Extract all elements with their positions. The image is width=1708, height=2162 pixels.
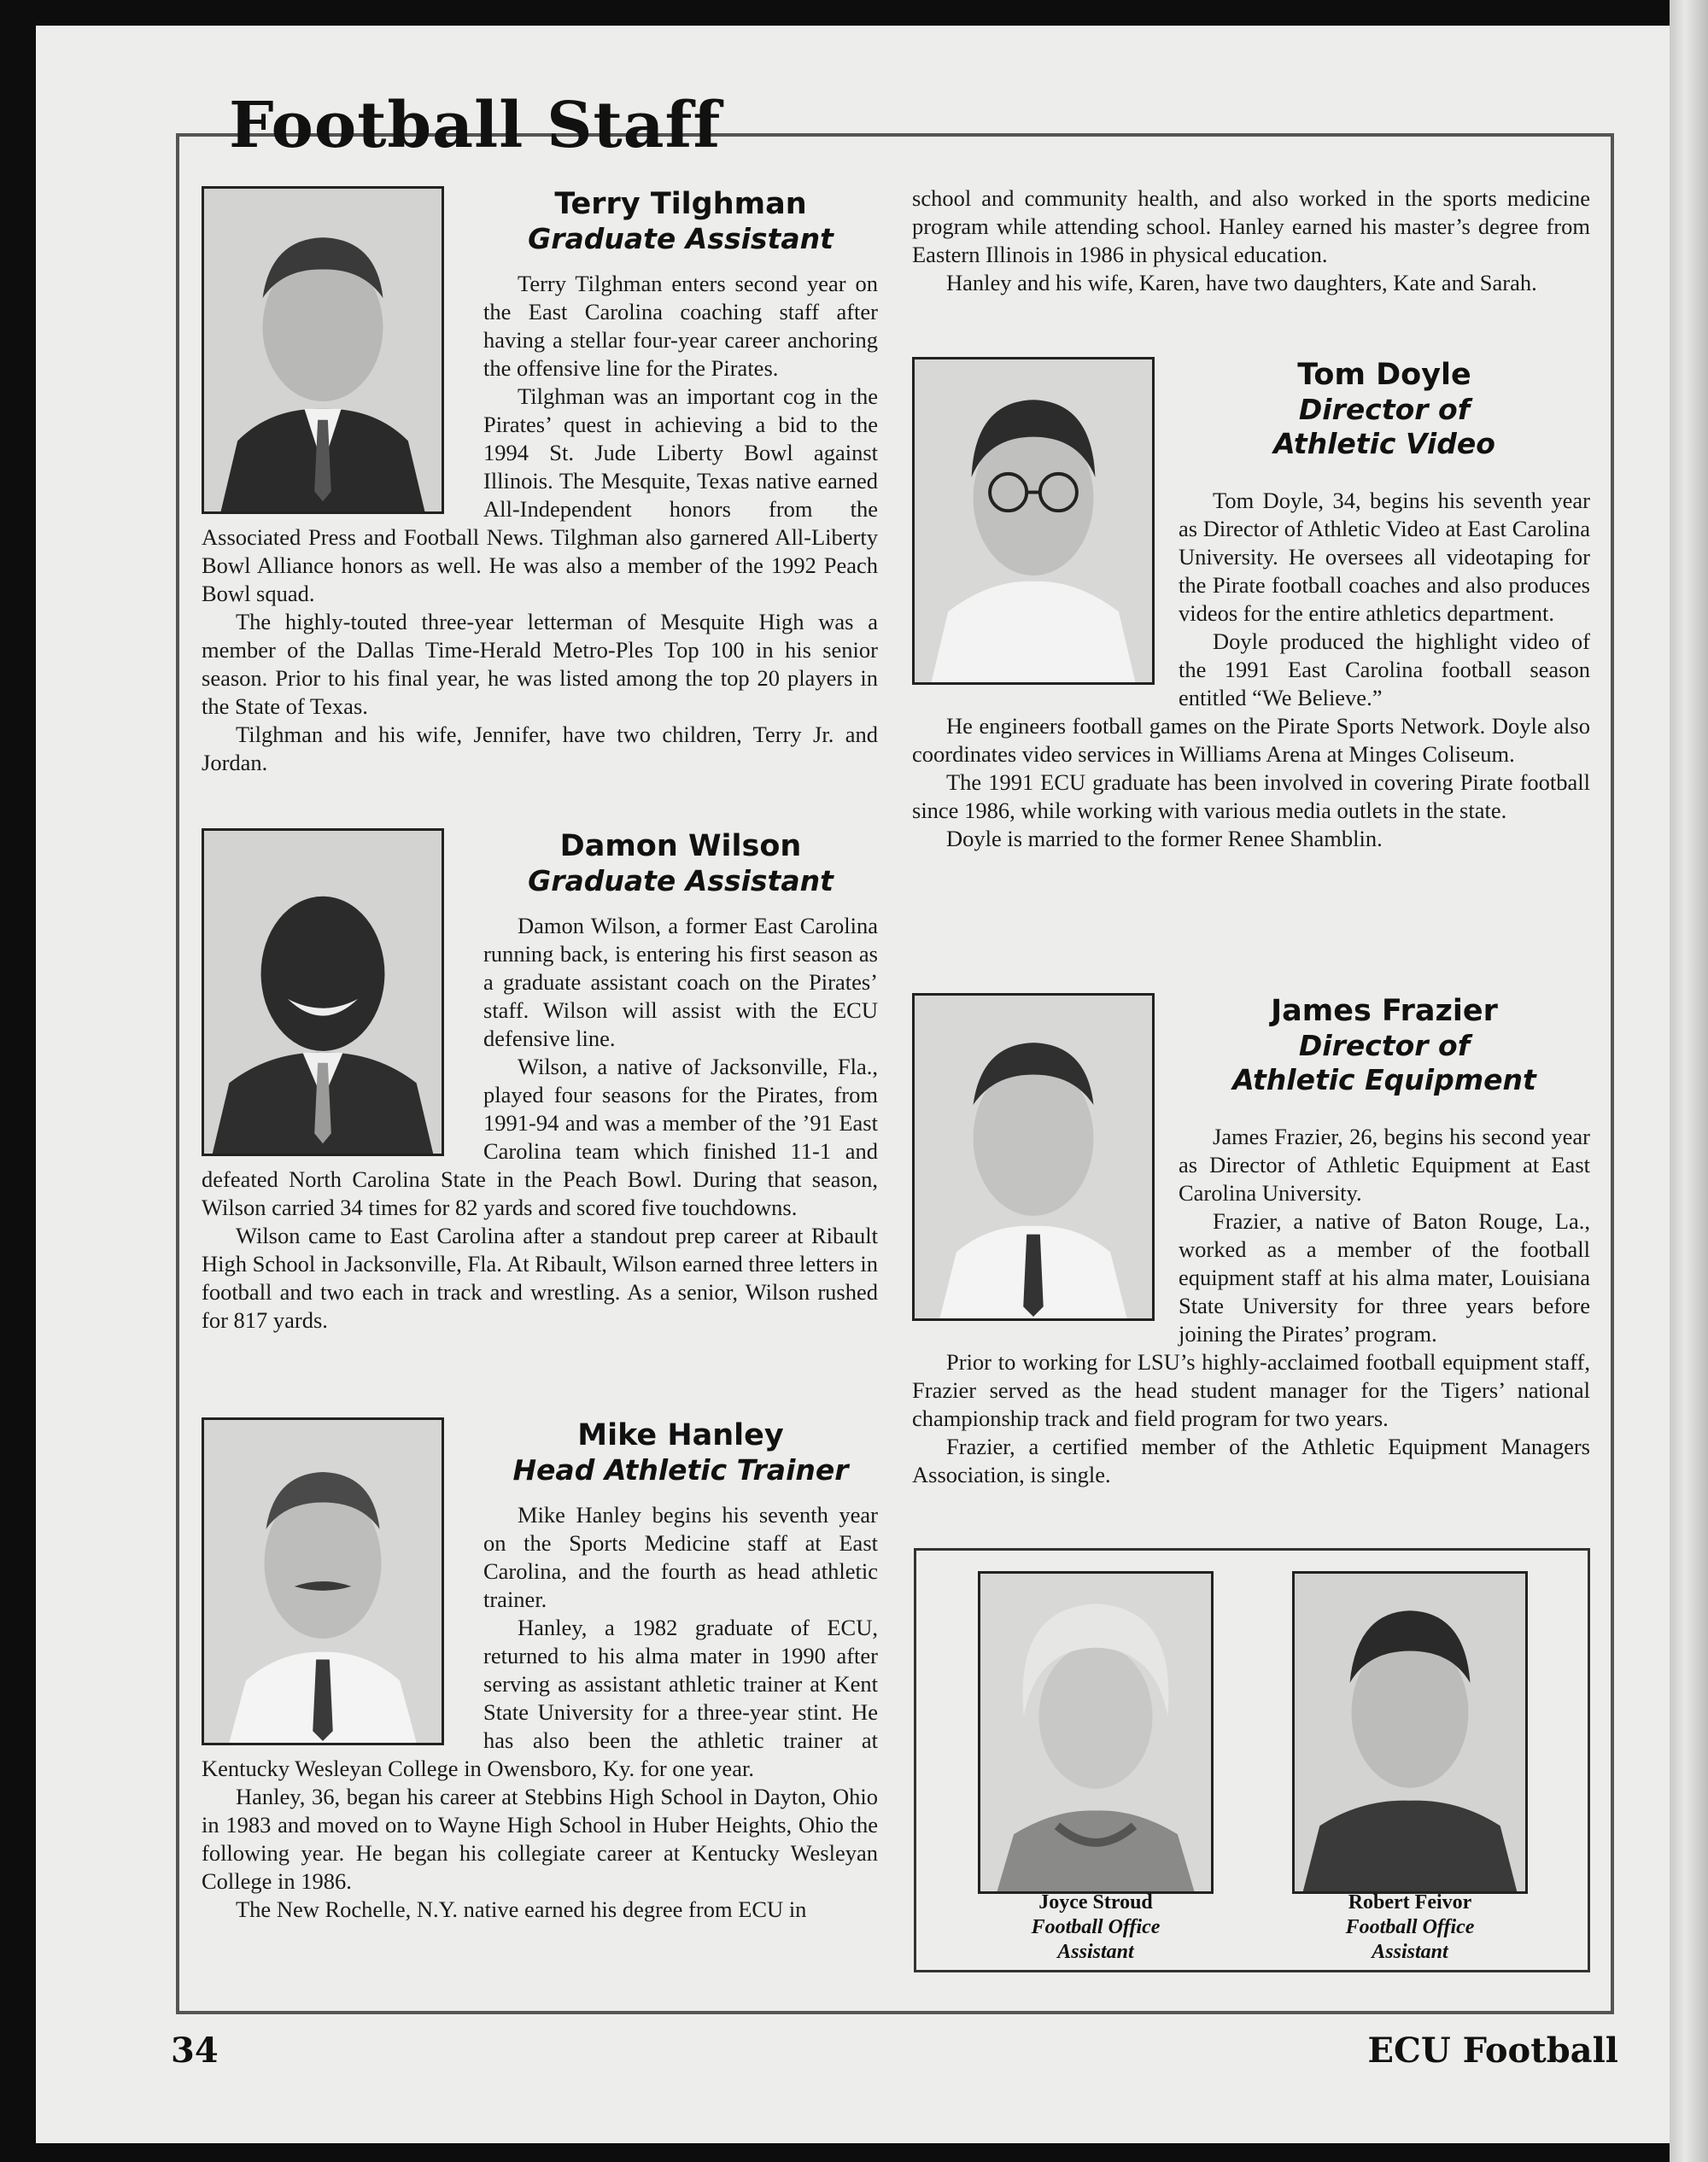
bio-paragraph: Terry Tilghman enters second year on the East Carolina coaching staff after having a stellar four-year career anchoring the offensive line for the Pirates.	[483, 271, 878, 381]
page-title: Football Staff	[229, 89, 722, 162]
portrait-icon	[1295, 1574, 1525, 1891]
staff-name: Damon Wilson	[559, 829, 802, 863]
portrait-photo-james-frazier	[912, 993, 1155, 1321]
caption-joyce-stroud	[968, 1890, 1224, 1965]
bio-paragraph: The highly-touted three-year letterman of Mesquite High was a member of the Dallas Time-Herald Metro-Ples Top 100 in his senior season. Prior to his final year, he was listed among the top 20 players in the State of Texas.	[202, 609, 878, 719]
caption-role: Football Office	[1031, 1916, 1161, 1938]
staff-role: Director of	[1298, 393, 1471, 426]
bio-paragraph: Prior to working for LSU’s highly-acclaimed football equipment staff, Frazier served as the head student manager for the Tigers’ national championship track and field program for two years.	[912, 1349, 1590, 1431]
staff-role: Athletic Equipment	[1232, 1063, 1536, 1096]
staff-role: Director of	[1298, 1029, 1471, 1062]
portrait-photo-terry-tilghman	[202, 186, 444, 514]
portrait-photo-damon-wilson	[202, 828, 444, 1156]
portrait-photo-mike-hanley	[202, 1417, 444, 1745]
profile-damon-wilson	[202, 828, 878, 1417]
staff-role: Graduate Assistant	[528, 222, 834, 255]
profile-terry-tilghman	[202, 186, 878, 828]
right-column	[912, 184, 1590, 1489]
staff-role: Graduate Assistant	[528, 864, 834, 897]
bio-paragraph: Wilson, a native of Jacksonville, Fla., played four seasons for the Pirates, from 1991-94 and was a member of the ’91 East Carolina team which finished 11-1 and defeated North Carolina State in the Peach Bowl. During that season, Wilson carried 34 times for 82 yards and scored five touchdowns.	[202, 1054, 878, 1220]
bio-paragraph: Doyle produced the highlight video of the 1991 East Carolina football season entitled “We Believe.”	[1179, 628, 1590, 710]
profile-james-frazier	[912, 993, 1590, 1489]
portrait-icon	[915, 996, 1152, 1318]
profile-mike-hanley	[202, 1417, 878, 1924]
portrait-photo-joyce-stroud	[978, 1571, 1214, 1894]
caption-role: Football Office	[1345, 1916, 1475, 1938]
bio-paragraph: Tom Doyle, 34, begins his seventh year as Director of Athletic Video at East Carolina University. He oversees all videotaping for the Pirate football coaches and also produces videos for the entire athletics department.	[1179, 488, 1590, 626]
staff-name: Terry Tilghman	[554, 187, 807, 221]
bio-paragraph: James Frazier, 26, begins his second year as Director of Athletic Equipment at East Carolina University.	[1179, 1124, 1590, 1206]
caption-role: Assistant	[1057, 1941, 1134, 1963]
portrait-icon	[204, 831, 442, 1154]
bio-paragraph: Hanley, a 1982 graduate of ECU, returned to his alma mater in 1990 after serving as assistant athletic trainer at Kent State University for a three-year stint. He has also been the athletic trainer at Kentucky Wesleyan College in Owensboro, Ky. for one year.	[202, 1615, 878, 1781]
staff-name: Mike Hanley	[577, 1418, 784, 1452]
hanley-continued	[912, 184, 1590, 357]
bio-paragraph: Frazier, a certified member of the Athletic Equipment Managers Association, is single.	[912, 1434, 1590, 1487]
portrait-icon	[980, 1574, 1211, 1891]
caption-robert-feivor	[1282, 1890, 1538, 1965]
bio-paragraph: Wilson came to East Carolina after a standout prep career at Ribault High School in Jacksonville, Fla. At Ribault, Wilson earned three letters in football and two each in track and wrestling. As a senior, Wilson rushed for 817 yards.	[202, 1223, 878, 1333]
left-column	[202, 186, 878, 1924]
bio-paragraph: Frazier, a native of Baton Rouge, La., worked as a member of the football equipment staff at his alma mater, Louisiana State University for three years before joining the Pirates’ program.	[1179, 1208, 1590, 1347]
bio-paragraph: Hanley and his wife, Karen, have two daughters, Kate and Sarah.	[946, 270, 1537, 295]
portrait-photo-robert-feivor	[1292, 1571, 1528, 1894]
profile-tom-doyle	[912, 357, 1590, 993]
caption-role: Assistant	[1372, 1941, 1448, 1963]
portrait-icon	[204, 1420, 442, 1743]
bio-paragraph: Doyle is married to the former Renee Shamblin.	[946, 826, 1383, 851]
bio-paragraph: school and community health, and also worked in the sports medicine program while attending school. Hanley earned his master’s degree from Eastern Illinois in 1986 in physical education.	[912, 185, 1590, 267]
staff-role: Athletic Video	[1273, 427, 1495, 460]
bio-paragraph: Hanley, 36, began his career at Stebbins High School in Dayton, Ohio in 1983 and moved on to Wayne High School in Huber Heights, Ohio the following year. He began his collegiate career at Kentucky Wesleyan College in 1986.	[202, 1784, 878, 1894]
portrait-photo-tom-doyle	[912, 357, 1155, 685]
portrait-icon	[915, 359, 1152, 682]
bio-paragraph: The 1991 ECU graduate has been involved in covering Pirate football since 1986, while working with various media outlets in the state.	[912, 769, 1590, 823]
page-binding-edge	[1670, 0, 1708, 2162]
page-number: 34	[171, 2031, 219, 2071]
bio-paragraph: Tilghman was an important cog in the Pirates’ quest in achieving a bid to the 1994 St. Jude Liberty Bowl against Illinois. The Mesquite, Texas native earned All-Independent honors from the Associated Press and Football News. Tilghman also garnered All-Liberty Bowl Alliance honors as well. He was also a member of the 1992 Peach Bowl squad.	[202, 383, 878, 606]
staff-name: James Frazier	[1271, 994, 1498, 1028]
bio-paragraph: The New Rochelle, N.Y. native earned his degree from ECU in	[236, 1896, 807, 1922]
staff-name: Tom Doyle	[1297, 358, 1471, 392]
caption-name: Robert Feivor	[1348, 1891, 1472, 1914]
bio-paragraph: Mike Hanley begins his seventh year on the Sports Medicine staff at East Carolina, and the fourth as head athletic trainer.	[483, 1502, 878, 1612]
staff-role: Head Athletic Trainer	[512, 1453, 849, 1487]
caption-name: Joyce Stroud	[1038, 1891, 1153, 1914]
bio-paragraph: He engineers football games on the Pirate Sports Network. Doyle also coordinates video services in Williams Arena at Minges Coliseum.	[912, 713, 1590, 767]
bio-paragraph: Damon Wilson, a former East Carolina running back, is entering his first season as a graduate assistant coach on the Pirates’ staff. Wilson will assist with the ECU defensive line.	[483, 913, 878, 1051]
bio-paragraph: Tilghman and his wife, Jennifer, have two children, Terry Jr. and Jordan.	[202, 722, 878, 775]
publication-name: ECU Football	[1367, 2031, 1618, 2071]
office-staff-box	[914, 1548, 1590, 1972]
portrait-icon	[204, 189, 442, 511]
